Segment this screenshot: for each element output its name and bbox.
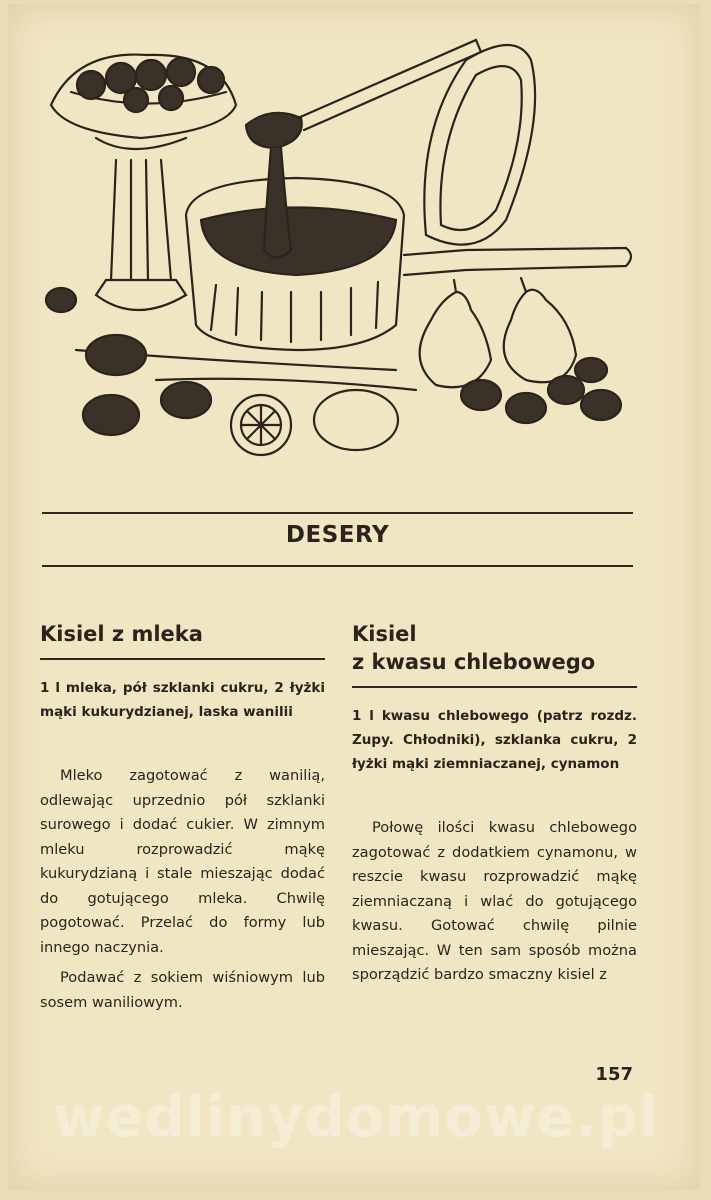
- lemons-drawing: [231, 390, 398, 455]
- header-rule-top: [42, 512, 633, 514]
- header-rule-bottom: [42, 565, 633, 567]
- pears-drawing: [420, 278, 576, 387]
- chapter-title: DESERY: [285, 522, 390, 548]
- recipe-title-rule: [352, 686, 637, 688]
- page-number: 157: [595, 1064, 633, 1085]
- dessert-illustration: [36, 30, 646, 470]
- method-paragraph-1: Połowę ilości kwasu chlebowego zagotować z dodatkiem cynamonu, w reszcie kwasu rozprowadzić mąkę ziemniaczaną i wlać do gotującego kwasu. Gotować chwilę pilnie mieszając. W ten sam sposób można sporządzić bardzo smaczny kisiel z: [352, 819, 637, 983]
- recipe-title: [352, 620, 637, 676]
- recipe-title-line-2: z kwasu chlebowego: [352, 650, 596, 674]
- ingredients: 1 l mleka, pół szklanki cukru, 2 łyżki mąki kukurydzianej, laska wanilii: [40, 680, 325, 720]
- recipe-title-rule: [40, 658, 325, 660]
- ingredients: 1 l kwasu chlebowego (patrz rozdz. Zupy. Chłodniki), szklanka cukru, 2 łyżki mąki ziemniaczanej, cynamon: [352, 708, 637, 772]
- method-paragraph-1: Mleko zagotować z wanilią, odlewając uprzednio pół szklanki surowego i dodać cukier. W zimnym mleku rozprowadzić mąkę kukurydzianą i stale mieszając dodać do gotującego mleka. Chwilę pogotować. Przelać do formy lub innego naczynia.: [40, 767, 325, 956]
- recipe-kisiel-z-kwasu: [352, 620, 637, 988]
- recipe-kisiel-z-mleka: [40, 620, 325, 1015]
- method-paragraph-2: Podawać z sokiem wiśniowym lub sosem waniliowym.: [40, 969, 325, 1011]
- recipe-title-line-1: Kisiel: [352, 622, 417, 646]
- watermark: wedlinydomowe.pl: [52, 1085, 660, 1150]
- recipe-title: Kisiel z mleka: [40, 622, 203, 646]
- pan-lid-drawing: [424, 45, 535, 245]
